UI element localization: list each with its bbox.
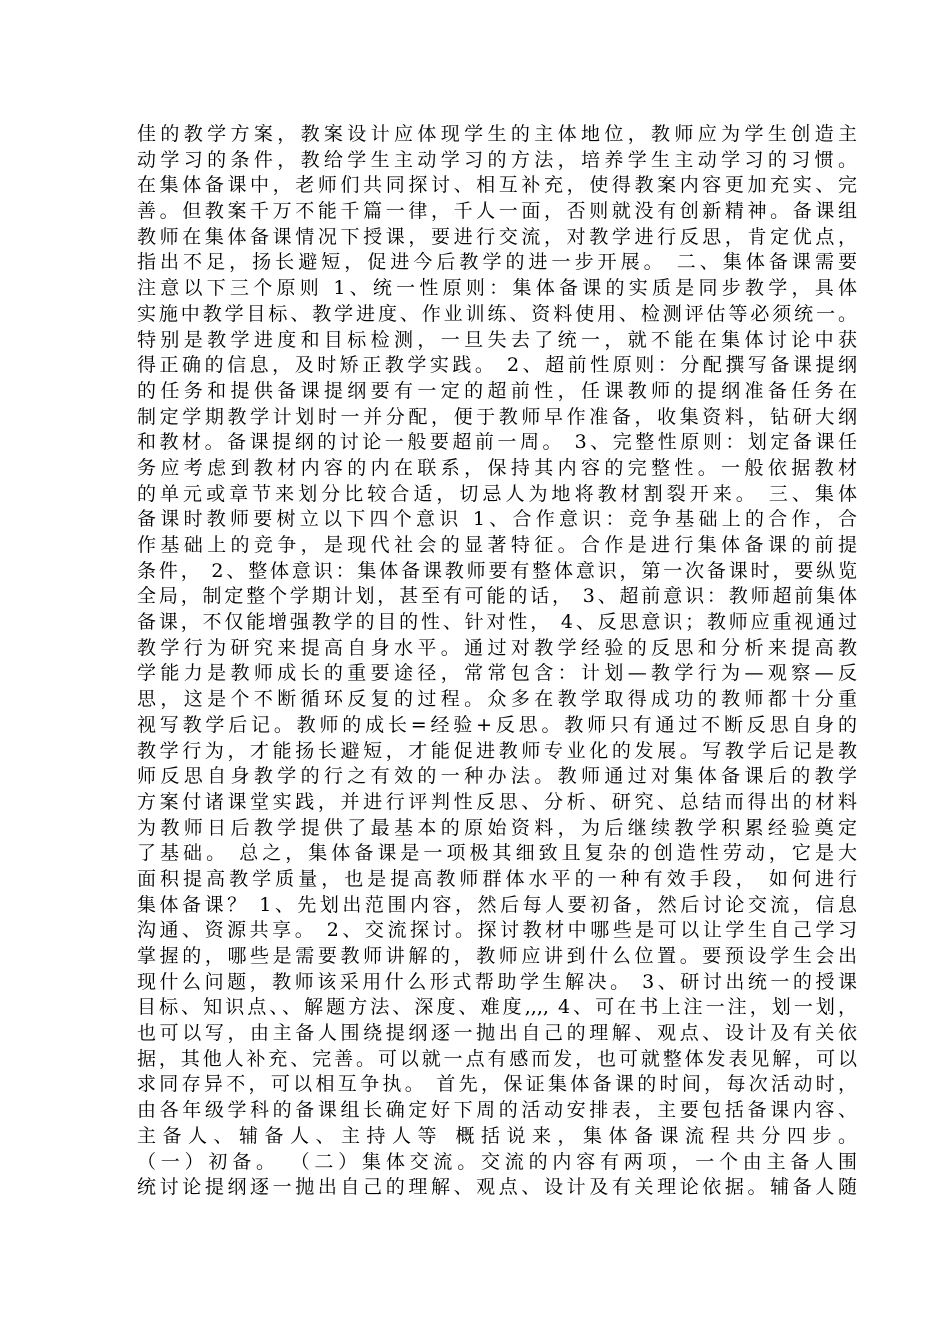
text-line: 现什么问题，教师该采用什么形式帮助学生解决。 3、研讨出统一的授课 bbox=[137, 970, 857, 993]
text-line: 目标、知识点、、解题方法、深度、难度,,,, 4、可在书上注一注，划一划， bbox=[137, 996, 857, 1019]
text-line: 主备人、辅备人、主持人等 概括说来，集体备课流程共分四步。 bbox=[137, 1124, 857, 1147]
text-line: 务应考虑到教材内容的内在联系，保持其内容的完整性。一般依据教材 bbox=[137, 456, 857, 479]
text-line: 善。但教案千万不能千篇一律，千人一面，否则就没有创新精神。备课组 bbox=[137, 200, 857, 223]
text-line: 求同存异不，可以相互争执。 首先，保证集体备课的时间，每次活动时， bbox=[137, 1073, 857, 1096]
text-line: 作基础上的竞争，是现代社会的显著特征。合作是进行集体备课的前提 bbox=[137, 534, 857, 556]
text-line: 备课时教师要树立以下四个意识 1、合作意识：竞争基础上的合作，合 bbox=[137, 508, 857, 531]
text-line: 备课，不仅能增强教学的目的性、针对性， 4、反思意识；教师应重视通过 bbox=[137, 611, 857, 634]
text-line: 佳的教学方案，教案设计应体现学生的主体地位，教师应为学生创造主 bbox=[137, 123, 857, 145]
body-text bbox=[137, 122, 857, 1201]
text-line: 教学行为研究来提高自身水平。通过对教学经验的反思和分析来提高教 bbox=[137, 636, 857, 659]
text-line: 思，这是个不断循环反复的过程。众多在教学取得成功的教师都十分重 bbox=[137, 688, 857, 711]
text-line: 动学习的条件，教给学生主动学习的方法，培养学生主动学习的习惯。 bbox=[137, 148, 857, 171]
text-line: （一）初备。 （二）集体交流。交流的内容有两项，一个由主备人围 bbox=[137, 1150, 857, 1173]
text-line: 也可以写，由主备人围绕提纲逐一抛出自己的理解、观点、设计及有关依 bbox=[137, 1022, 857, 1045]
text-line: 和教材。备课提纲的讨论一般要超前一周。 3、完整性原则：划定备课任 bbox=[137, 431, 857, 454]
text-line: 特别是教学进度和目标检测，一旦失去了统一，就不能在集体讨论中获 bbox=[137, 328, 857, 351]
text-line: 了基础。 总之，集体备课是一项极其细致且复杂的创造性劳动，它是大 bbox=[137, 842, 857, 865]
text-line: 集体备课？ 1、先划出范围内容，然后每人要初备，然后讨论交流，信息 bbox=[137, 893, 857, 916]
text-line: 条件， 2、整体意识：集体备课教师要有整体意识，第一次备课时，要纵览 bbox=[137, 559, 857, 582]
text-line: 得正确的信息，及时矫正教学实践。 2、超前性原则：分配撰写备课提纲 bbox=[137, 354, 857, 377]
text-line: 统讨论提纲逐一抛出自己的理解、观点、设计及有关理论依据。辅备人随 bbox=[137, 1176, 857, 1199]
text-line: 在集体备课中，老师们共同探讨、相互补充，使得教案内容更加充实、完 bbox=[137, 174, 857, 197]
text-line: 指出不足，扬长避短，促进今后教学的进一步开展。 二、集体备课需要 bbox=[137, 251, 857, 274]
text-line: 制定学期教学计划时一并分配，便于教师早作准备，收集资料，钻研大纲 bbox=[137, 405, 857, 428]
text-line: 师反思自身教学的行之有效的一种办法。教师通过对集体备课后的教学 bbox=[137, 765, 857, 788]
text-line: 方案付诸课堂实践，并进行评判性反思、分析、研究、总结而得出的材料 bbox=[137, 790, 857, 813]
text-line: 实施中教学目标、教学进度、作业训练、资料使用、检测评估等必须统一。 bbox=[137, 302, 857, 325]
text-line: 据，其他人补充、完善。可以就一点有感而发，也可就整体发表见解，可以 bbox=[137, 1047, 857, 1070]
text-line: 学能力是教师成长的重要途径，常常包含：计划—教学行为—观察—反 bbox=[137, 662, 857, 685]
text-line: 教师在集体备课情况下授课，要进行交流，对教学进行反思，肯定优点， bbox=[137, 225, 857, 248]
text-line: 由各年级学科的备课组长确定好下周的活动安排表，主要包括备课内容、 bbox=[137, 1099, 857, 1122]
text-line: 教学行为，才能扬长避短，才能促进教师专业化的发展。写教学后记是教 bbox=[137, 739, 857, 762]
text-line: 面积提高教学质量，也是提高教师群体水平的一种有效手段， 如何进行 bbox=[137, 867, 857, 890]
text-line: 的任务和提供备课提纲要有一定的超前性，任课教师的提纲准备任务在 bbox=[137, 379, 857, 402]
text-line: 注意以下三个原则 1、统一性原则：集体备课的实质是同步教学，具体 bbox=[137, 277, 857, 300]
text-line: 掌握的，哪些是需要教师讲解的，教师应讲到什么位置。要预设学生会出 bbox=[137, 945, 857, 967]
text-line: 的单元或章节来划分比较合适，切忌人为地将教材割裂开来。 三、集体 bbox=[137, 482, 857, 505]
text-line: 全局，制定整个学期计划，甚至有可能的话， 3、超前意识：教师超前集体 bbox=[137, 585, 857, 608]
text-line: 视写教学后记。教师的成长=经验+反思。教师只有通过不断反思自身的 bbox=[137, 713, 857, 736]
text-line: 为教师日后教学提供了最基本的原始资料，为后继续教学积累经验奠定 bbox=[137, 816, 857, 839]
text-line: 沟通、资源共享。 2、交流探讨。探讨教材中哪些是可以让学生自己学习 bbox=[137, 919, 857, 942]
